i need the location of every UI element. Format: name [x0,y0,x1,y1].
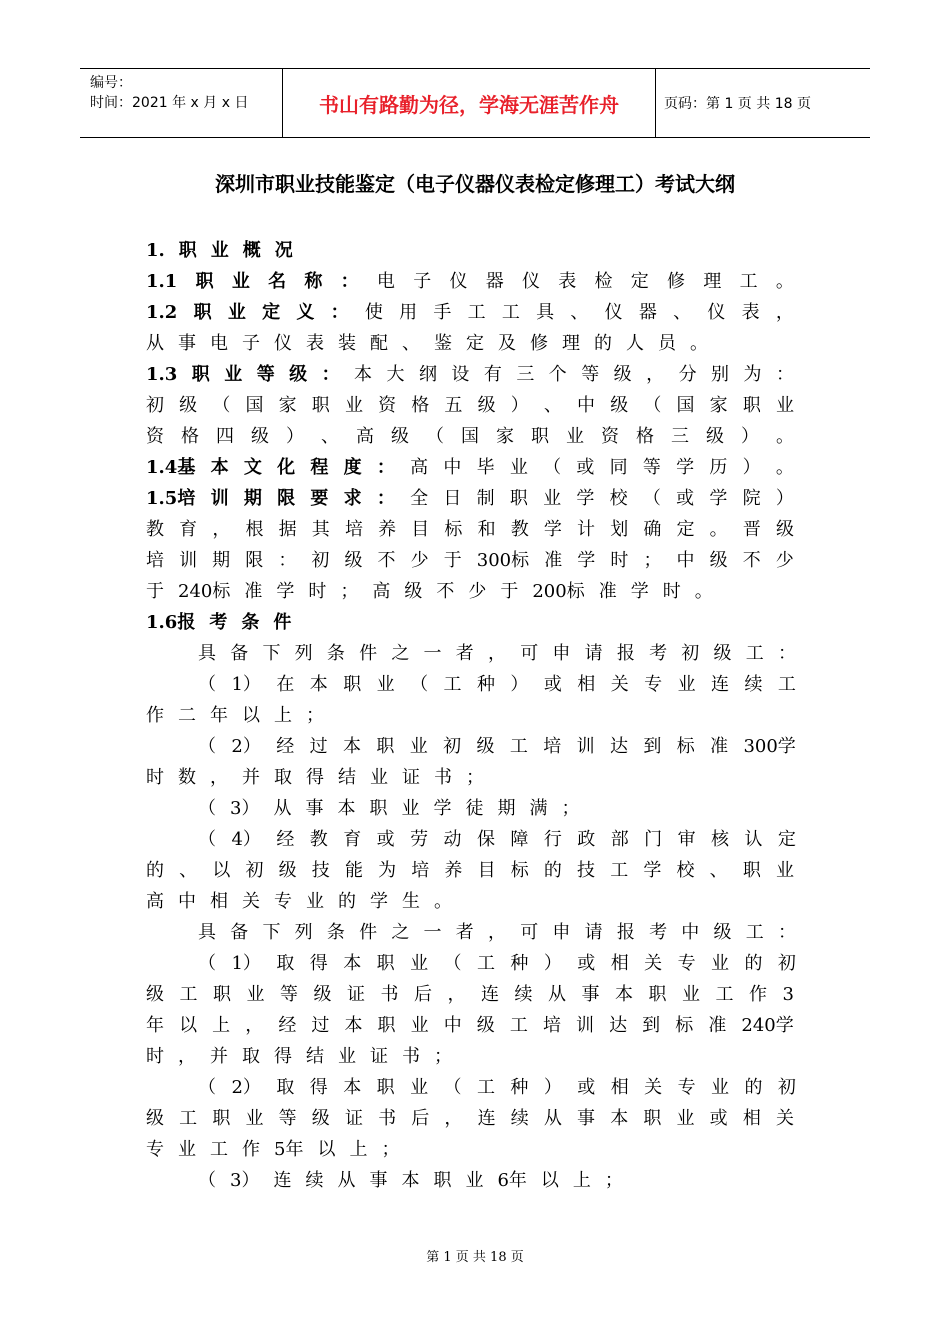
text-line: 时 ， 并 取 得 结 业 证 书 ； [146,1046,452,1067]
text-line: 教 育 ， 根 据 其 培 养 目 标 和 教 学 计 划 确 定 。 晋 级 [146,519,794,540]
text-line: 培 训 期 限 ： 初 级 不 少 于 300标 准 学 时 ； 中 级 不 少 [146,550,794,571]
text-line: 1.6报 考 条 件 [146,612,292,633]
text-line: （ 2） 经 过 本 职 业 初 级 工 培 训 达 到 标 准 300学 [198,736,796,757]
text-line: 专 业 工 作 5年 以 上 ； [146,1139,400,1160]
header-motto: 书山有路勤为径，学海无涯苦作舟 [282,69,656,137]
text-line: （ 4） 经 教 育 或 劳 动 保 障 行 政 部 门 审 核 认 定 [198,829,796,850]
text-line: 具 备 下 列 条 件 之 一 者 ， 可 申 请 报 考 中 级 工 ： [198,922,796,943]
text-line: （ 1） 取 得 本 职 业 （ 工 种 ） 或 相 关 专 业 的 初 [198,953,796,974]
header-page-info: 页码：第 1 页 共 18 页 [664,96,811,112]
text-line: 作 二 年 以 上 ； [146,705,324,726]
page-footer: 第 1 页 共 18 页 [426,1250,524,1265]
text-line: 1.5培 训 期 限 要 求 ： 全 日 制 职 业 学 校 （ 或 学 院 ） [146,488,794,509]
text-line: 级 工 职 业 等 级 证 书 后 ， 连 续 从 事 本 职 业 工 作 3 [146,984,794,1005]
document-title: 深圳市职业技能鉴定（电子仪器仪表检定修理工）考试大纲 [215,172,735,196]
text-line: 具 备 下 列 条 件 之 一 者 ， 可 申 请 报 考 初 级 工 ： [198,643,796,664]
text-line: 时 数 ， 并 取 得 结 业 证 书 ； [146,767,484,788]
text-line: 的 、 以 初 级 技 能 为 培 养 目 标 的 技 工 学 校 、 职 业 [146,860,794,881]
text-line: 1.2 职 业 定 义 ： 使 用 手 工 工 具 、 仪 器 、 仪 表 ， [146,302,794,323]
text-line: 级 工 职 业 等 级 证 书 后 ， 连 续 从 事 本 职 业 或 相 关 [146,1108,794,1129]
header-meta-cell [80,69,282,137]
text-line: （ 3） 从 事 本 职 业 学 徒 期 满 ； [198,798,580,819]
text-line: 初 级 （ 国 家 职 业 资 格 五 级 ） 、 中 级 （ 国 家 职 业 [146,395,794,416]
text-line: 从 事 电 子 仪 表 装 配 、 鉴 定 及 修 理 的 人 员 。 [146,333,708,354]
text-line: 于 240标 准 学 时 ； 高 级 不 少 于 200标 准 学 时 。 [146,581,713,602]
text-line: （ 3） 连 续 从 事 本 职 业 6年 以 上 ； [198,1170,623,1191]
text-line: （ 2） 取 得 本 职 业 （ 工 种 ） 或 相 关 专 业 的 初 [198,1077,796,1098]
text-line: 资 格 四 级 ） 、 高 级 （ 国 家 职 业 资 格 三 级 ） 。 [146,426,794,447]
text-line: 1.3 职 业 等 级 ： 本 大 纲 设 有 三 个 等 级 ， 分 别 为 ： [146,364,794,385]
text-line: 1.1 职 业 名 称 ： 电 子 仪 器 仪 表 检 定 修 理 工 。 [146,271,794,292]
text-line: 1.4基 本 文 化 程 度 ： 高 中 毕 业 （ 或 同 等 学 历 ） 。 [146,457,794,478]
document-date: 时间：2021 年 x 月 x 日 [90,95,249,111]
header-table [80,68,870,138]
text-line: 高 中 相 关 专 业 的 学 生 。 [146,891,452,912]
document-number-label: 编号： [90,75,132,91]
text-line: 年 以 上 ， 经 过 本 职 业 中 级 工 培 训 达 到 标 准 240学 [146,1015,794,1036]
text-line: 1. 职 业 概 况 [146,240,293,261]
text-line: （ 1） 在 本 职 业 （ 工 种 ） 或 相 关 专 业 连 续 工 [198,674,796,695]
